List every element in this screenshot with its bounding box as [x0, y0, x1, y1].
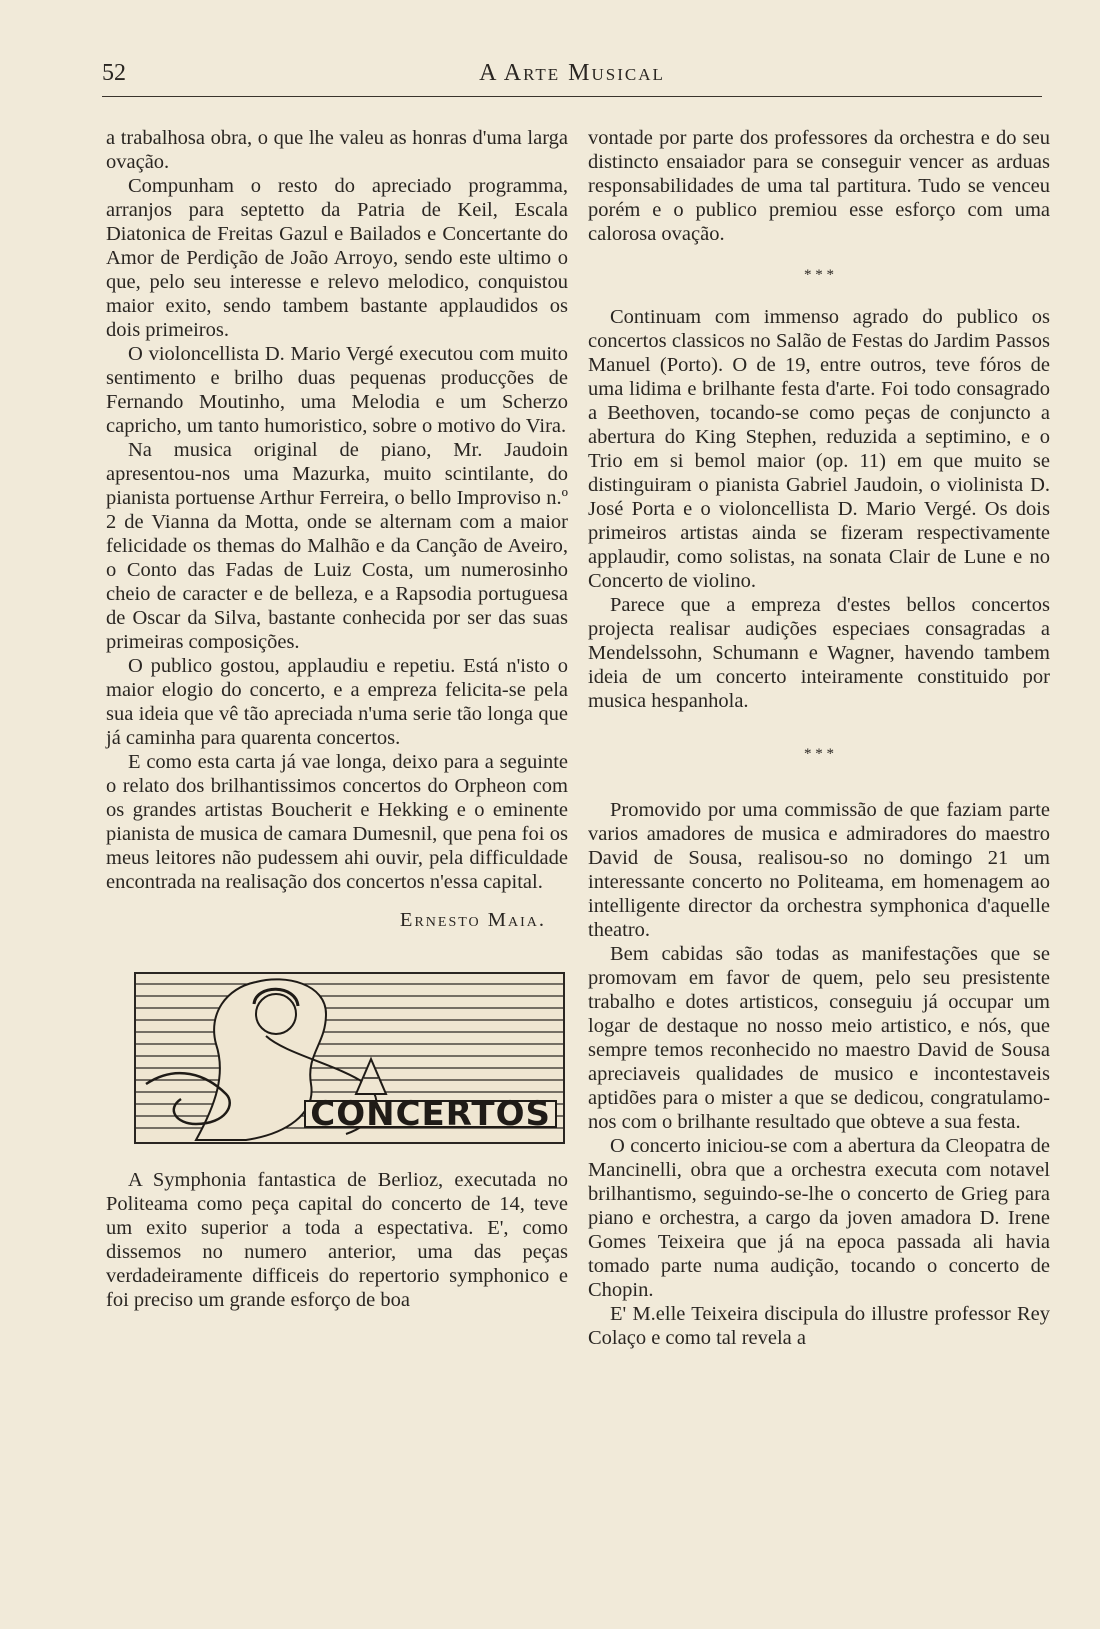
- header-rule: [102, 96, 1042, 97]
- paragraph: O concerto iniciou-se com a abertura da Cleopatra de Mancinelli, obra que a orchestra executa com notavel brilhantismo, seguindo-se-lhe o concerto de Grieg para piano e orchestra, a cargo da joven amadora D. Irene Gomes Teixeira que já na epoca passada ali havia tomado parte numa audição, tocando o concerto de Chopin.: [588, 1135, 1050, 1301]
- concertos-banner: CONCERTOS: [304, 1100, 557, 1128]
- paragraph: vontade por parte dos professores da orchestra e do seu distincto ensaiador para se conseguir vencer as arduas responsabilidades de uma tal partitura. Tudo se venceu porém e o publico premiou esse esforço com uma calorosa ovação.: [588, 127, 1050, 245]
- page-number: 52: [102, 60, 126, 86]
- page-header: [102, 60, 1042, 94]
- paragraph: a trabalhosa obra, o que lhe valeu as honras d'uma larga ovação.: [106, 127, 568, 173]
- paragraph: Parece que a empreza d'estes bellos concertos projecta realisar audições especiaes consagradas a Mendelssohn, Schumann e Wagner, havendo tambem ideia de um concerto inteiramente constituido por musica hespanhola.: [588, 594, 1050, 712]
- paragraph: E como esta carta já vae longa, deixo para a seguinte o relato dos brilhantissimos concertos do Orpheon com os grandes artistas Boucherit e Hekking e o eminente pianista de musica de camara Dumesnil, que pena foi os meus leitores não pudessem ahi ouvir, pela difficuldade encontrada na realisação dos concertos n'essa capital.: [106, 751, 568, 893]
- left-column: [106, 126, 568, 1312]
- concertos-illustration: [134, 972, 565, 1144]
- paragraph: Na musica original de piano, Mr. Jaudoin apresentou-nos uma Mazurka, muito scintilante, do pianista portuense Arthur Ferreira, o bello Improviso n.º 2 de Vianna da Motta, onde se alternam com a maior felicidade os themas do Malhão e da Canção de Aveiro, o Conto das Fadas de Luiz Costa, um numerosinho cheio de caracter e de belleza, e a Rapsodia portuguesa de Oscar da Silva, bastante conhecida por ser das suas primeiras composições.: [106, 439, 568, 653]
- paragraph: O violoncellista D. Mario Vergé executou com muito sentimento e brilho duas pequenas producções de Fernando Moutinho, uma Melodia e um Scherzo capricho, um tanto humoristico, sobre o motivo do Vira.: [106, 343, 568, 437]
- paragraph: Compunham o resto do apreciado programma, arranjos para septetto da Patria de Keil, Escala Diatonica de Freitas Gazul e Bailados e Concertante do Amor de Perdição de João Arroyo, sendo este ultimo o que, pelo seu interesse e relevo melodico, conquistou maior exito, sendo tambem bastante applaudidos os dois primeiros.: [106, 175, 568, 341]
- paragraph: A Symphonia fantastica de Berlioz, executada no Politeama como peça capital do concerto de 14, teve um exito superior a toda a espectativa. E', como dissemos no numero anterior, uma das peças verdadeiramente difficeis do repertorio symphonico e foi preciso um grande esforço de boa: [106, 1169, 568, 1311]
- paragraph: Continuam com immenso agrado do publico os concertos classicos no Salão de Festas do Jardim Passos Manuel (Porto). O de 19, entre outros, teve fóros de uma lidima e brilhante festa d'arte. Foi todo consagrado a Beethoven, tocando-se como peças de conjuncto a abertura do King Stephen, reduzida a septimino, e o Trio em si bemol maior (op. 11) em que muito se distinguiram o pianista Gabriel Jaudoin, o violinista D. José Porta e o violoncellista D. Mario Vergé. Os dois primeiros artistas ainda se fizeram respectivamente applaudir, como solistas, na sonata Clair de Lune e no Concerto de violino.: [588, 306, 1050, 592]
- section-ornament: * * *: [804, 746, 834, 762]
- paragraph: E' M.elle Teixeira discipula do illustre professor Rey Colaço e como tal revela a: [588, 1303, 1050, 1349]
- running-title: A Arte Musical: [479, 60, 665, 86]
- paragraph: O publico gostou, applaudiu e repetiu. Está n'isto o maior elogio do concerto, e a empreza felicita-se pela sua ideia que vê tão apreciada n'uma serie tão longa que já caminha para quarenta concertos.: [106, 655, 568, 749]
- paragraph: Bem cabidas são todas as manifestações que se promovam em favor de quem, pelo seu presistente trabalho e dotes artisticos, conseguiu já occupar um logar de destaque no nosso meio artistico, e nós, que sempre temos reconhecido no maestro David de Sousa apreciaveis qualidades de musico e incontestaveis aptidões para o mister a que se dedicou, congratulamo-nos com o brilhante resultado que obteve a sua festa.: [588, 943, 1050, 1133]
- section-ornament: * * *: [804, 267, 834, 283]
- paragraph: Promovido por uma commissão de que faziam parte varios amadores de musica e admiradores do maestro David de Sousa, realisou-so no domingo 21 um interessante concerto no Politeama, em homenagem ao intelligente director da orchestra symphonica d'aquelle theatro.: [588, 799, 1050, 941]
- author-signature: Ernesto Maia.: [399, 909, 546, 931]
- right-column: [588, 126, 1050, 1350]
